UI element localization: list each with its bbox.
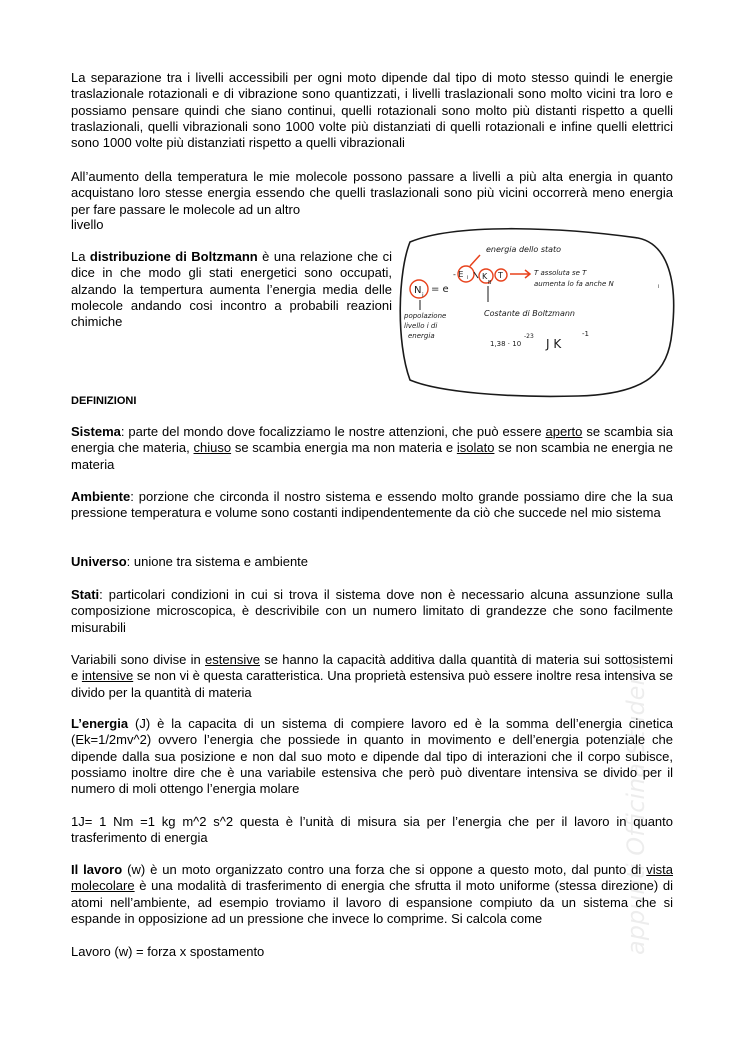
sketch-const-exp: -23 [524, 333, 534, 340]
sketch-equals-e: = e [431, 284, 449, 295]
definition-lavoro: Il lavoro (w) è un moto organizzato contro una forza che si oppone a questo moto, dal punto di vista molecolare è una modalità di trasferimento di energia che sfrutta il moto uniforme (stessa direzione) di atomi nell’ambiente, ad esempio troviamo il lavoro di espansione compiuto da un sistema che si espande in opposizione ad un pressione che invece lo comprime. Si calcola come [71, 862, 673, 926]
sketch-pop-2: livello i di [404, 322, 438, 330]
term-sistema: Sistema [71, 424, 121, 439]
definition-variabili: Variabili sono divise in estensive se hanno la capacità additiva dalla quantità di materia sui sottosistemi e intensive se non vi è questa caratteristica. Una proprietà estensiva può essere inoltre resa intensiva se divido per la quantità di materia [71, 652, 673, 700]
sketch-note-1: T assoluta se T [534, 269, 587, 277]
sketch-n-sub: i [422, 292, 424, 299]
sketch-exp-i: i [467, 275, 469, 281]
term-universo: Universo [71, 554, 127, 569]
sketch-const-value: 1,38 · 10 [490, 340, 522, 348]
sketch-pop-1: popolazione [404, 312, 447, 320]
section-heading-definizioni: DEFINIZIONI [71, 395, 137, 407]
sketch-pop-3: energia [408, 332, 435, 340]
term-stati: Stati [71, 587, 100, 602]
sketch-note-2: aumenta lo fa anche N [534, 280, 614, 288]
sketch-const-label: Costante di Boltzmann [484, 309, 575, 318]
term-energia: L’energia [71, 716, 129, 731]
definition-sistema: Sistema: parte del mondo dove focalizziamo le nostre attenzioni, che può essere aperto se scambia sia energia che materia, chiuso se scambia energia ma non materia e isolato se non scambia ne energia ne materia [71, 424, 673, 472]
sketch-const-unit-exp: -1 [582, 330, 589, 338]
sketch-exp-e: - E [453, 270, 464, 279]
sketch-t: T [498, 271, 503, 280]
watermark [604, 540, 664, 960]
unit-paragraph: 1J= 1 Nm =1 kg m^2 s^2 questa è l’unità di misura sia per l’energia che per il lavoro in quanto trasferimento di energia [71, 814, 673, 846]
definition-universo: Universo: unione tra sistema e ambiente [71, 554, 309, 569]
sketch-b: B [488, 280, 492, 286]
sketch-n-label: N [414, 285, 422, 296]
sketch-arrow-right [510, 270, 530, 278]
sketch-energy-arrow [470, 255, 480, 266]
paragraph-temperature-end: livello [71, 217, 104, 232]
boltzmann-sketch [398, 222, 676, 398]
definition-energia: L’energia (J) è la capacita di un sistema di compiere lavoro ed è la somma dell’energia cinetica (Ek=1/2mv^2) ovvero l’energia che possiede in quanto in movimento e dell’energia potenziale che dipende dalla sua posizione e non dal suo moto e dipende dal tipo di interazioni che il corpo subisce, possiamo inoltre dire che è una variabile estensiva che però può diventare intensiva se divido per il numero di moli ottengo l’energia molare [71, 716, 673, 797]
boltzmann-term: distribuzione di Boltzmann [89, 249, 258, 264]
paragraph-energy-levels: La separazione tra i livelli accessibili per ogni moto dipende dal tipo di moto stesso quindi le energie traslazionale rotazionali e di vibrazione sono quantizzati, i livelli traslazionali sono molto vicini tra loro e possiamo pensare quindi che siano continui, quelli rotazionali sono molto più distanti rispetto a quelli traslazionali, quelli vibrazionali sono 1000 volte più distanziati di quelli rotazionali e infine quelli elettrici sono 1000 volte più distanziati rispetto a quelli vibrazionali [71, 70, 673, 151]
definition-stati: Stati: particolari condizioni in cui si trova il sistema dove non è necessario alcuna assunzione sulla composizione microscopica, è descrivibile con un numero limitato di grandezze che sono facilmente misurabili [71, 587, 673, 635]
sketch-energy-label: energia dello stato [486, 245, 562, 254]
term-lavoro: Il lavoro [71, 862, 123, 877]
sketch-note-2-sub: i [658, 284, 660, 290]
watermark-text: appunti Officina Studenti [622, 654, 650, 955]
formula-lavoro: Lavoro (w) = forza x spostamento [71, 944, 265, 959]
definition-ambiente: Ambiente: porzione che circonda il nostro sistema e essendo molto grande possiamo dire che la sua pressione temperatura e volume sono costanti indipendentemente da ciò che succede nel mio sistema [71, 489, 673, 521]
paragraph-boltzmann: La distribuzione di Boltzmann è una relazione che ci dice in che modo gli stati energetici sono occupati, alzando la tempertura aumenta l’energia media delle molecole andando cosi incontro a probabili reazioni chimiche [71, 249, 393, 330]
paragraph-temperature: All’aumento della temperatura le mie molecole possono passare a livelli a più alta energia in quanto acquistano loro stesse energia essendo che quelli traslazionali sono più vicini occorrerà meno energia per fare passare le molecole ad un altro [71, 169, 673, 217]
sketch-const-unit: J K [546, 337, 562, 351]
sketch-k: K [482, 272, 488, 281]
term-ambiente: Ambiente [71, 489, 131, 504]
